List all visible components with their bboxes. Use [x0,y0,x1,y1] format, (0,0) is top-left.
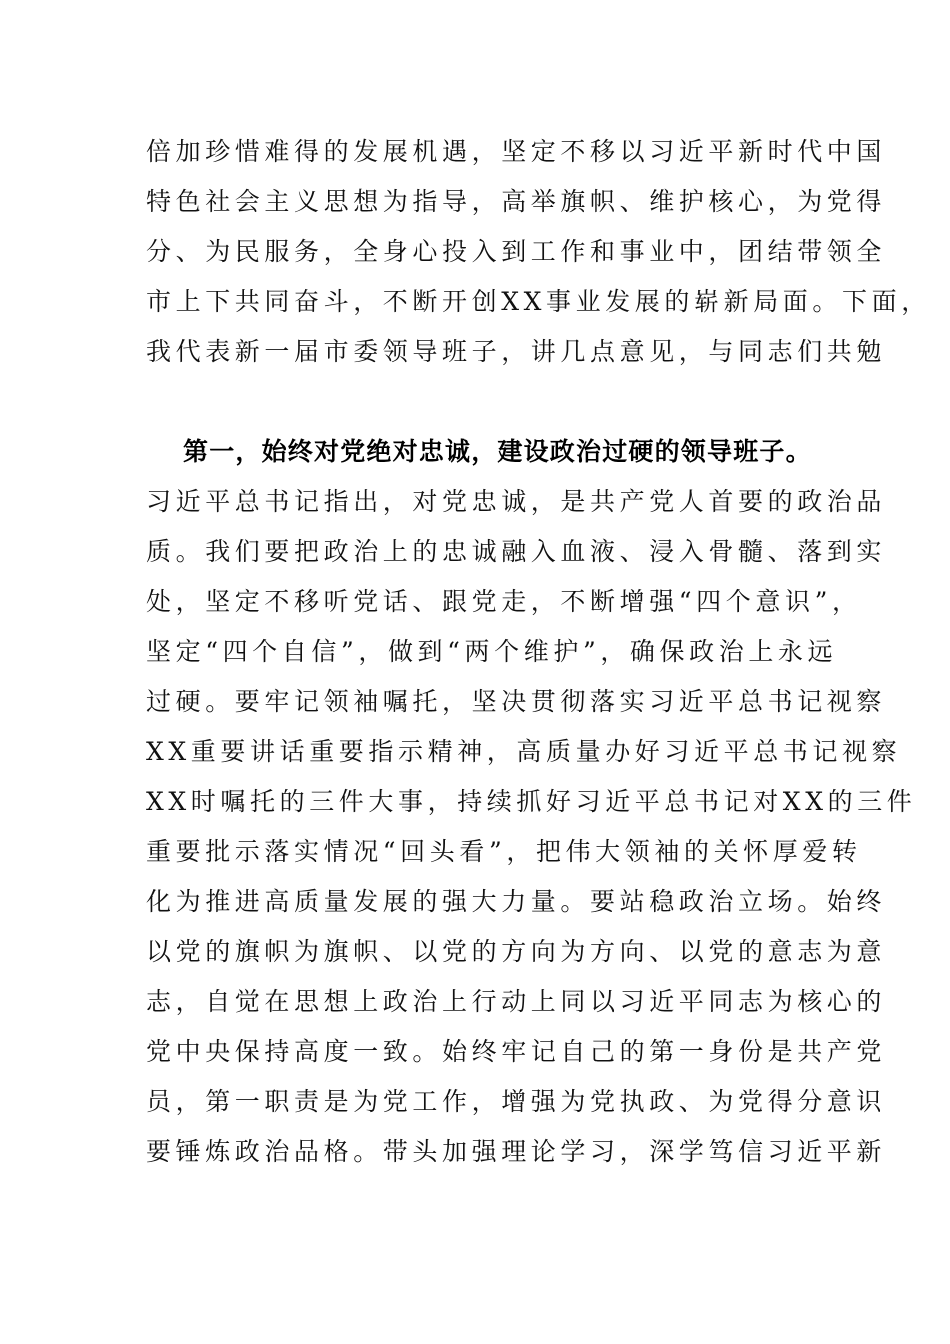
intro-line: 倍加珍惜难得的发展机遇，坚定不移以习近平新时代中国 [146,137,887,166]
body-line: 坚定“四个自信”，做到“两个维护”，确保政治上永远 [146,637,838,666]
body-line: XX时嘱托的三件大事，持续抓好习近平总书记对XX的三件 [146,787,917,816]
body-line: XX重要讲话重要指示精神，高质量办好习近平总书记视察 [146,737,902,766]
intro-line: 我代表新一届市委领导班子，讲几点意见，与同志们共勉 [146,337,887,366]
body-line: 处，坚定不移听党话、跟党走，不断增强“四个意识”， [146,587,862,616]
body-line: 化为推进高质量发展的强大力量。要站稳政治立场。始终 [146,887,887,916]
body-line: 重要批示落实情况“回头看”，把伟大领袖的关怀厚爱转 [146,837,862,866]
body-line: 要锤炼政治品格。带头加强理论学习，深学笃信习近平新 [146,1137,887,1166]
intro-line: 特色社会主义思想为指导，高举旗帜、维护核心，为党得 [146,187,887,216]
body-line: 志，自觉在思想上政治上行动上同以习近平同志为核心的 [146,987,887,1016]
body-line: 习近平总书记指出，对党忠诚，是共产党人首要的政治品 [146,487,887,516]
body-line: 过硬。要牢记领袖嘱托，坚决贯彻落实习近平总书记视察 [146,687,887,716]
intro-line: 市上下共同奋斗，不断开创XX事业发展的崭新局面。下面， [146,287,931,316]
intro-line: 分、为民服务，全身心投入到工作和事业中，团结带领全 [146,237,887,266]
body-line: 员，第一职责是为党工作，增强为党执政、为党得分意识 [146,1087,887,1116]
body-line: 党中央保持高度一致。始终牢记自己的第一身份是共产党 [146,1037,887,1066]
body-line: 以党的旗帜为旗帜、以党的方向为方向、以党的意志为意 [146,937,887,966]
section-heading: 第一，始终对党绝对忠诚，建设政治过硬的领导班子。 [183,437,812,466]
body-line: 质。我们要把政治上的忠诚融入血液、浸入骨髓、落到实 [146,537,887,566]
